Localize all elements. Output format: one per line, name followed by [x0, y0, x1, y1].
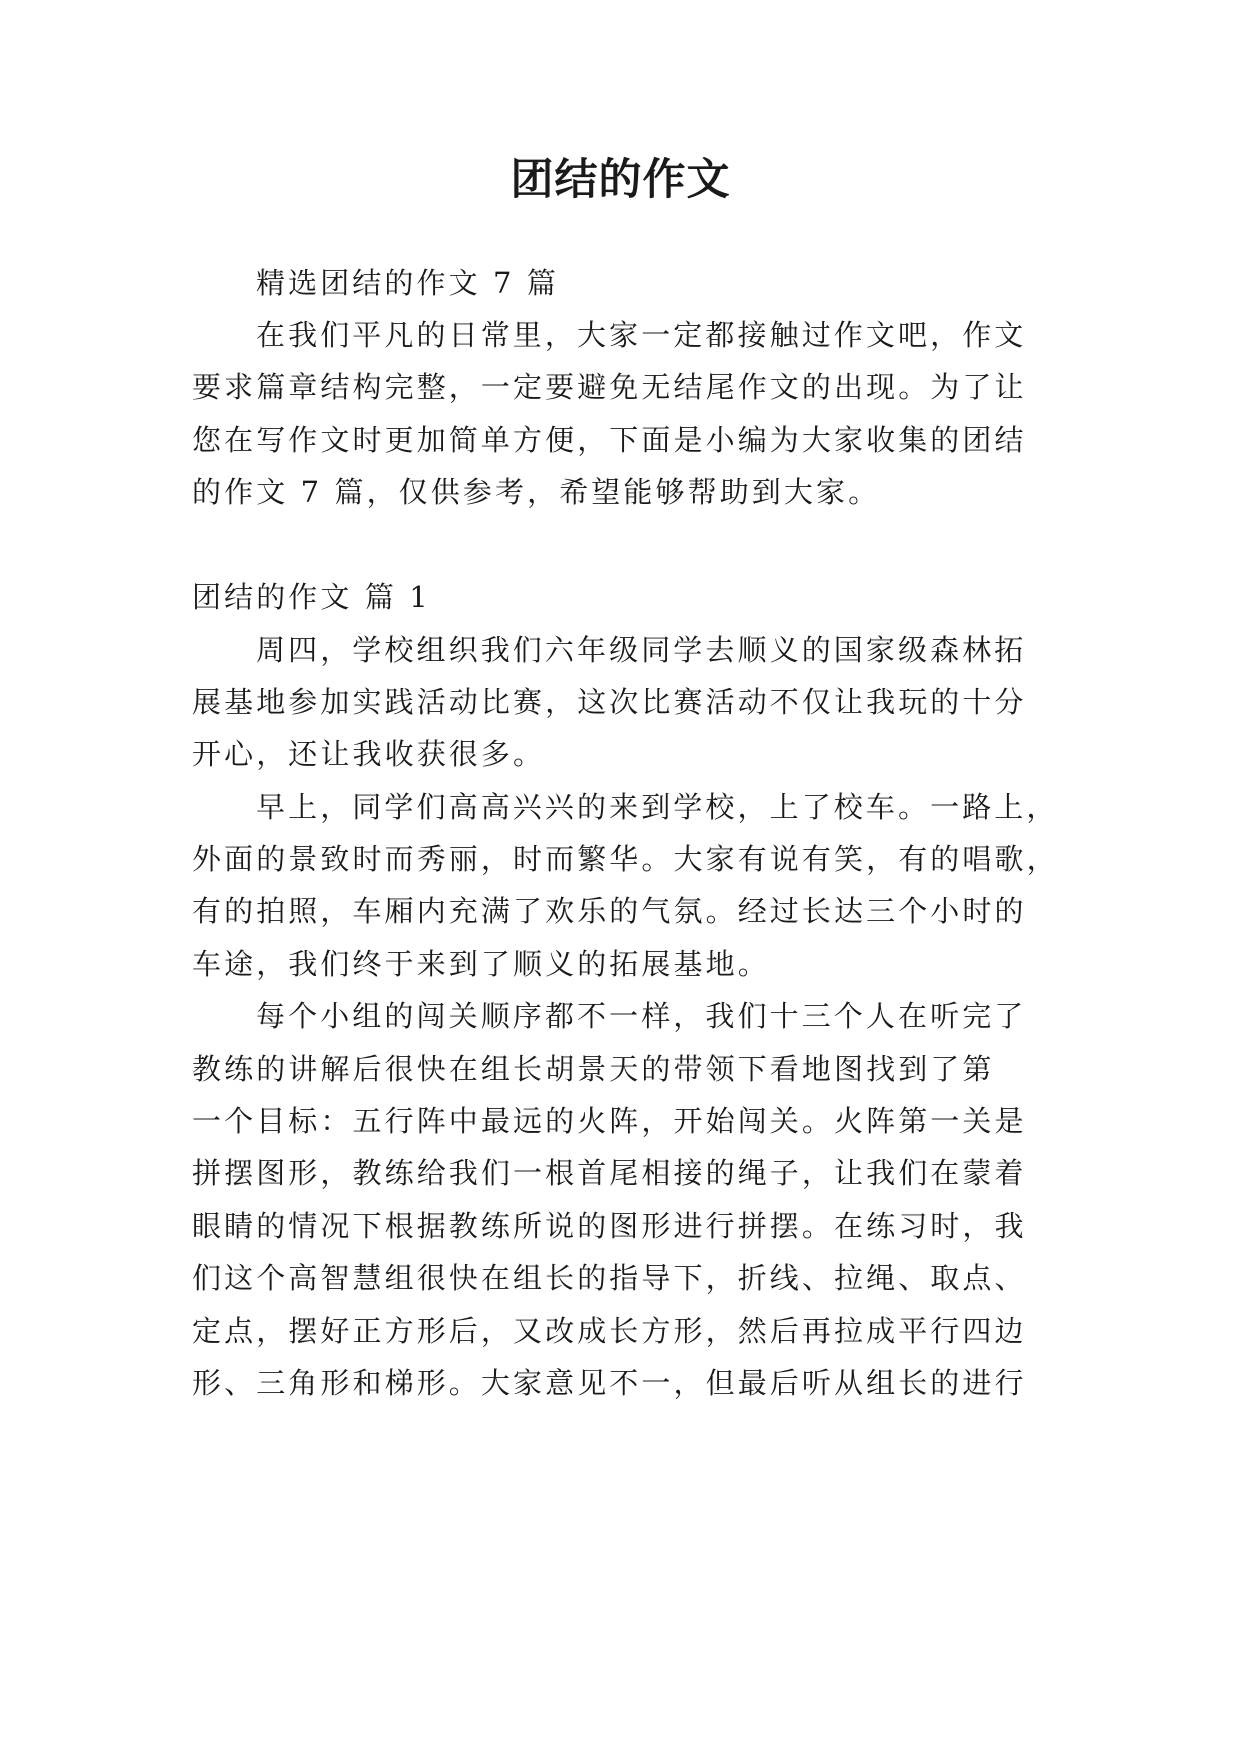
body-line: 拼摆图形，教练给我们一根首尾相接的绳子，让我们在蒙着: [192, 1156, 1027, 1190]
body-line: 有的拍照，车厢内充满了欢乐的气氛。经过长达三个小时的: [192, 894, 1027, 928]
body-line: 开心，还让我收获很多。: [192, 737, 546, 771]
body-line: 教练的讲解后很快在组长胡景天的带领下看地图找到了第: [192, 1052, 995, 1086]
intro-line: 要求篇章结构完整，一定要避免无结尾作文的出现。为了让: [192, 370, 1027, 404]
body-line: 定点，摆好正方形后，又改成长方形，然后再拉成平行四边: [192, 1314, 1027, 1348]
subtitle-line: 精选团结的作文 7 篇: [256, 266, 559, 300]
body-line: 早上，同学们高高兴兴的来到学校，上了校车。一路上，: [256, 790, 1059, 824]
body-line: 形、三角形和梯形。大家意见不一，但最后听从组长的进行: [192, 1366, 1027, 1400]
intro-line: 您在写作文时更加简单方便，下面是小编为大家收集的团结: [192, 423, 1027, 457]
body-line: 周四，学校组织我们六年级同学去顺义的国家级森林拓: [256, 633, 1027, 667]
body-line: 车途，我们终于来到了顺义的拓展基地。: [192, 947, 770, 981]
intro-line: 在我们平凡的日常里，大家一定都接触过作文吧，作文: [256, 318, 1027, 352]
page-title: 团结的作文: [510, 155, 731, 205]
section-heading: 团结的作文 篇 1: [192, 580, 431, 614]
body-line: 们这个高智慧组很快在组长的指导下，折线、拉绳、取点、: [192, 1261, 1027, 1295]
body-line: 外面的景致时而秀丽，时而繁华。大家有说有笑，有的唱歌，: [192, 842, 1059, 876]
body-line: 每个小组的闯关顺序都不一样，我们十三个人在听完了: [256, 999, 1027, 1033]
intro-line: 的作文 7 篇，仅供参考，希望能够帮助到大家。: [192, 475, 881, 509]
body-line: 一个目标：五行阵中最远的火阵，开始闯关。火阵第一关是: [192, 1104, 1027, 1138]
body-line: 展基地参加实践活动比赛，这次比赛活动不仅让我玩的十分: [192, 685, 1027, 719]
body-line: 眼睛的情况下根据教练所说的图形进行拼摆。在练习时，我: [192, 1209, 1027, 1243]
